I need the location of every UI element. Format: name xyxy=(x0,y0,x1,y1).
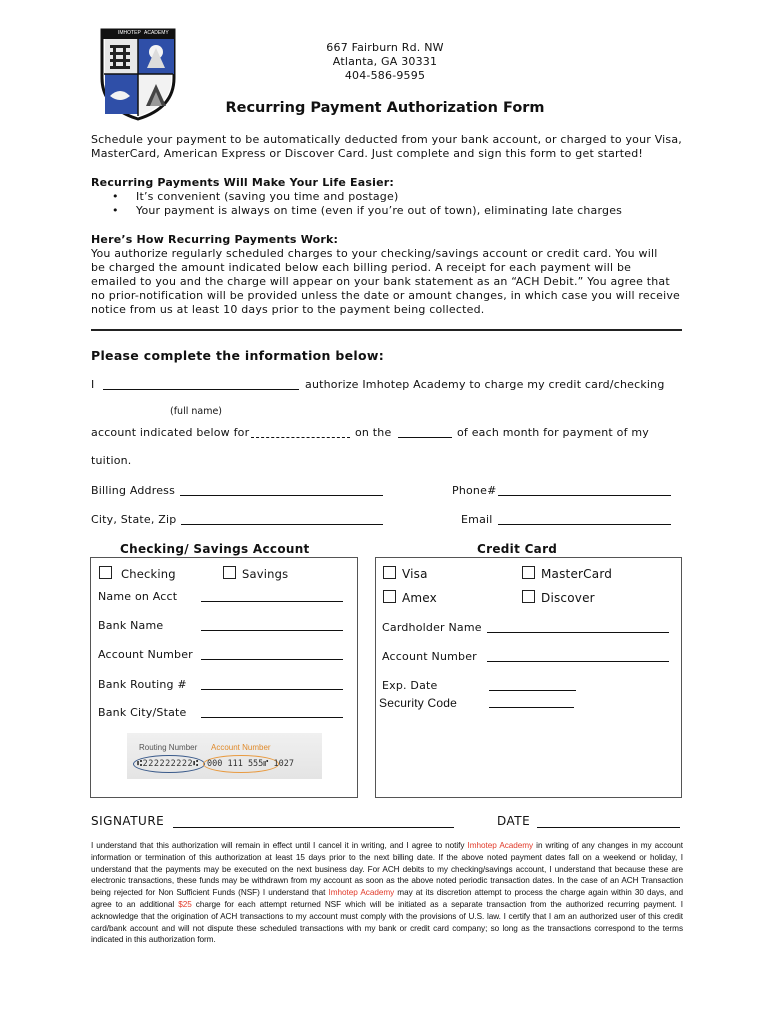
exp-date-field[interactable] xyxy=(489,680,576,691)
page-title: Recurring Payment Authorization Form xyxy=(225,100,545,116)
mastercard-checkbox[interactable] xyxy=(522,566,535,579)
security-code-label: Security Code xyxy=(379,696,457,710)
authorize-text: authorize Imhotep Academy to charge my credit card/checking xyxy=(305,378,665,391)
terms-text: I understand that this authorization will remain in effect until I cancel it in writing, and I agree to notify xyxy=(91,841,468,850)
routing-digits: ⑆222222222⑆ xyxy=(137,759,199,769)
intro-line-2: MasterCard, American Express or Discover Card. Just complete and sign this form to get started! xyxy=(91,147,644,160)
intro-line-1: Schedule your payment to be automatically deducted from your bank account, or charged to your Visa, xyxy=(91,133,683,146)
benefit-bullet-2: • xyxy=(112,204,119,217)
account-number-caption: Account Number xyxy=(211,743,271,752)
bank-city-state-field[interactable] xyxy=(201,707,343,718)
signature-field[interactable] xyxy=(173,815,454,828)
bank-name-label: Bank Name xyxy=(98,619,164,632)
bank-name-field[interactable] xyxy=(201,620,343,631)
bank-routing-field[interactable] xyxy=(201,679,343,690)
visa-checkbox[interactable] xyxy=(383,566,396,579)
terms-org-name: Imhotep Academy xyxy=(328,888,395,898)
name-on-acct-label: Name on Acct xyxy=(98,590,178,603)
terms-text: may at its discretion attempt to process the charge again within 30 days, and agree to an additional xyxy=(91,888,683,909)
check-routing-illustration xyxy=(127,733,322,779)
cardholder-name-field[interactable] xyxy=(487,622,669,633)
benefit-item-2: Your payment is always on time (even if you’re out of town), eliminating late charges xyxy=(136,204,623,217)
card-account-number-label: Account Number xyxy=(382,650,477,663)
checking-account-number-label: Account Number xyxy=(98,648,193,661)
bank-city-state-label: Bank City/State xyxy=(98,706,187,719)
savings-checkbox[interactable] xyxy=(223,566,236,579)
amex-label: Amex xyxy=(402,591,437,605)
form-heading: Please complete the information below: xyxy=(91,348,385,363)
account-text: account indicated below for xyxy=(91,426,250,439)
terms-org-name: Imhotep Academy xyxy=(467,841,534,850)
how-line: You authorize regularly scheduled charges to your checking/savings account or credit card. You will xyxy=(91,247,658,260)
visa-label: Visa xyxy=(402,567,428,581)
city-state-zip-field[interactable] xyxy=(181,514,383,525)
terms-nsf-fee: $25 xyxy=(178,899,192,909)
checking-label: Checking xyxy=(121,567,176,581)
account-digits: 000 111 555⑈ 1027 xyxy=(207,759,294,769)
benefit-bullet-1: • xyxy=(112,190,119,203)
billing-address-label: Billing Address xyxy=(91,484,176,497)
checking-account-number-field[interactable] xyxy=(201,649,343,660)
logo-banner-left: IMHOTEP xyxy=(118,30,141,36)
how-line: be charged the amount indicated below each billing period. A receipt for each payment will be xyxy=(91,261,632,274)
savings-label: Savings xyxy=(242,567,289,581)
how-line: no prior-notification will be provided unless the date or amount changes, in which case you will receive xyxy=(91,289,681,302)
discover-checkbox[interactable] xyxy=(522,590,535,603)
routing-number-caption: Routing Number xyxy=(139,743,198,752)
billing-day-field[interactable] xyxy=(398,427,452,438)
logo-banner-right: ACADEMY xyxy=(144,30,169,36)
i-label: I xyxy=(91,378,95,391)
on-the-text: on the xyxy=(355,426,392,439)
amex-checkbox[interactable] xyxy=(383,590,396,603)
card-account-number-field[interactable] xyxy=(487,651,669,662)
phone-field[interactable] xyxy=(498,485,671,496)
amount-field[interactable] xyxy=(251,427,350,438)
section-divider xyxy=(91,329,682,331)
phone-number: 404-586-9595 xyxy=(344,69,426,82)
name-on-acct-field[interactable] xyxy=(201,591,343,602)
each-month-text: of each month for payment of my xyxy=(457,426,649,439)
discover-label: Discover xyxy=(541,591,595,605)
how-line: emailed to you and the charge will appear on your bank statement as an “ACH Debit.” You agree that xyxy=(91,275,670,288)
date-field[interactable] xyxy=(537,815,680,828)
how-heading: Here’s How Recurring Payments Work: xyxy=(91,233,339,246)
full-name-field[interactable] xyxy=(103,379,299,390)
cardholder-name-label: Cardholder Name xyxy=(382,621,482,634)
date-label: DATE xyxy=(497,814,531,828)
billing-address-field[interactable] xyxy=(180,485,383,496)
city-state-zip-label: City, State, Zip xyxy=(91,513,177,526)
address-line-2: Atlanta, GA 30331 xyxy=(332,55,438,68)
signature-label: SIGNATURE xyxy=(91,814,165,828)
email-label: Email xyxy=(461,513,493,526)
credit-box-title: Credit Card xyxy=(477,542,558,556)
benefit-item-1: It’s convenient (saving you time and postage) xyxy=(136,190,399,203)
exp-date-label: Exp. Date xyxy=(382,679,438,692)
benefits-heading: Recurring Payments Will Make Your Life Easier: xyxy=(91,176,394,189)
how-line: notice from us at least 10 days prior to the payment being collected. xyxy=(91,303,485,316)
terms-text: in writing of any changes in my account information or termination of this authorization at least 15 days prior to the next billing date. If the above noted payment dates fall on a weekend or holiday, I understand that the payments may be executed on the next business day. For ACH debits to my checking/savings account, I understand that because these are electronic transactions, these funds may be withdrawn from my account as soon as the above noted periodic transaction dates. In the case of an ACH Transaction being rejected for Non Sufficient Funds (NSF) I understand that xyxy=(91,841,683,898)
tuition-text: tuition. xyxy=(91,454,132,467)
bank-routing-label: Bank Routing # xyxy=(98,678,187,691)
checking-checkbox[interactable] xyxy=(99,566,112,579)
security-code-field[interactable] xyxy=(489,697,574,708)
address-line-1: 667 Fairburn Rd. NW xyxy=(326,41,444,54)
authorization-terms xyxy=(91,840,683,946)
terms-text: charge for each attempt returned NSF which will be initiated as a separate transaction from the authorized recurring payment. I acknowledge that the origination of ACH transactions to my account must comply with the provisions of U.S. law. I certify that I am an authorized user of this credit card/bank account and will not dispute these scheduled transactions with my bank or credit card company; so long as the transactions correspond to the terms indicated in this authorization form. xyxy=(91,899,683,945)
full-name-caption: (full name) xyxy=(170,406,223,417)
checking-box-title: Checking/ Savings Account xyxy=(120,542,310,556)
phone-label: Phone# xyxy=(452,484,497,497)
email-field[interactable] xyxy=(498,514,671,525)
mastercard-label: MasterCard xyxy=(541,567,613,581)
